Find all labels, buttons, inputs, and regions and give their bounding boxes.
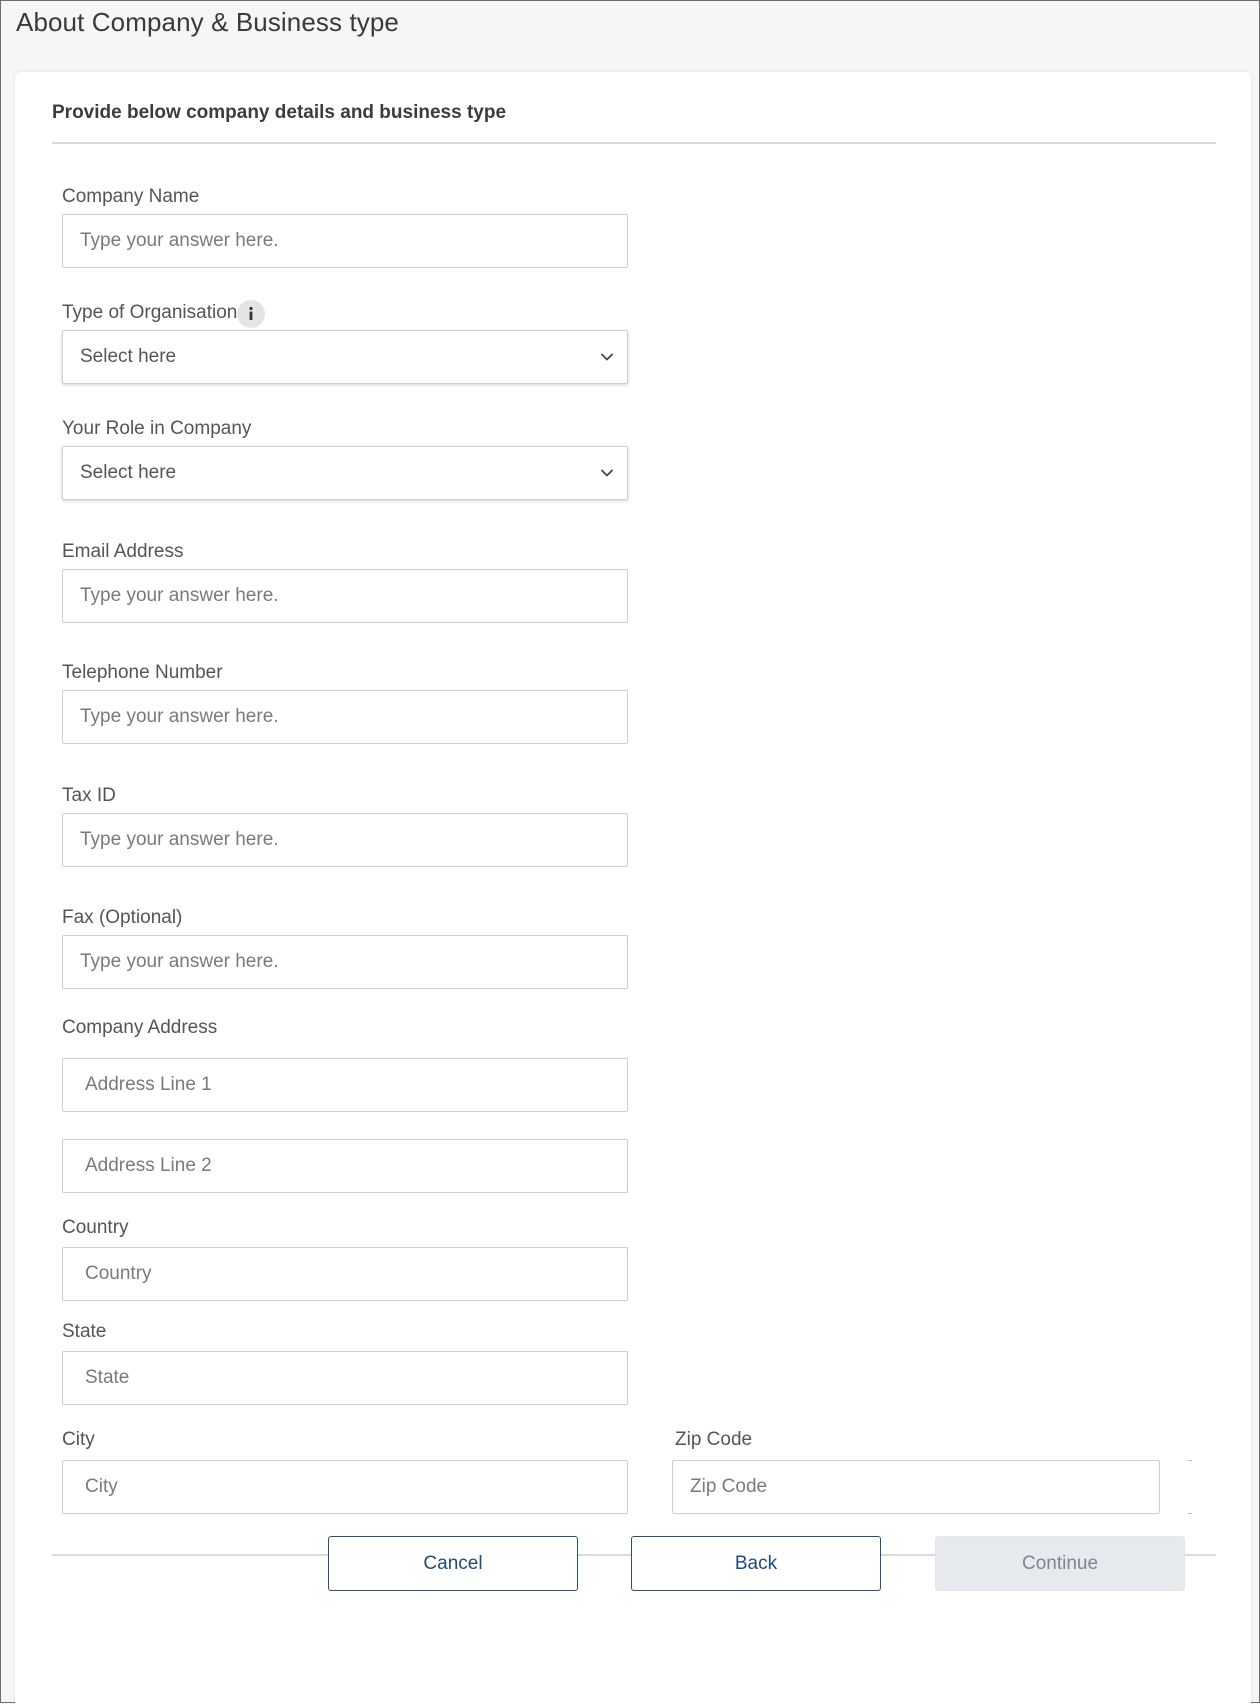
heading-divider (52, 142, 1216, 144)
chevron-down-icon (599, 465, 615, 481)
chevron-down-icon (599, 349, 615, 365)
zip-code-input[interactable] (672, 1460, 1160, 1514)
organisation-type-value: Select here (80, 346, 177, 367)
cancel-button[interactable]: Cancel (328, 1536, 578, 1591)
role-label: Your Role in Company (62, 418, 252, 439)
fax-input[interactable] (62, 935, 628, 989)
form-heading: Provide below company details and business type (52, 102, 507, 123)
organisation-type-label: Type of Organisation (62, 302, 238, 323)
city-label: City (62, 1429, 95, 1450)
organisation-type-select[interactable] (62, 330, 628, 384)
state-label: State (62, 1321, 107, 1342)
telephone-label: Telephone Number (62, 662, 223, 683)
telephone-input[interactable] (62, 690, 628, 744)
company-name-input[interactable] (62, 214, 628, 268)
email-label: Email Address (62, 541, 184, 562)
address-line1-input[interactable] (62, 1058, 628, 1112)
edge-mark (1188, 1513, 1192, 1514)
form-card (15, 72, 1251, 1704)
zip-code-label: Zip Code (675, 1429, 753, 1450)
fax-label: Fax (Optional) (62, 907, 183, 928)
country-label: Country (62, 1217, 129, 1238)
state-input[interactable] (62, 1351, 628, 1405)
email-input[interactable] (62, 569, 628, 623)
country-input[interactable] (62, 1247, 628, 1301)
address-line2-input[interactable] (62, 1139, 628, 1193)
tax-id-label: Tax ID (62, 785, 116, 806)
city-input[interactable] (62, 1460, 628, 1514)
page-title: About Company & Business type (16, 7, 399, 37)
company-name-label: Company Name (62, 186, 200, 207)
company-address-label: Company Address (62, 1017, 218, 1038)
edge-mark (1188, 1460, 1192, 1461)
role-value: Select here (80, 462, 177, 483)
back-button[interactable]: Back (631, 1536, 881, 1591)
tax-id-input[interactable] (62, 813, 628, 867)
role-select[interactable] (62, 446, 628, 500)
info-icon[interactable] (237, 300, 265, 328)
continue-button[interactable]: Continue (935, 1536, 1185, 1591)
